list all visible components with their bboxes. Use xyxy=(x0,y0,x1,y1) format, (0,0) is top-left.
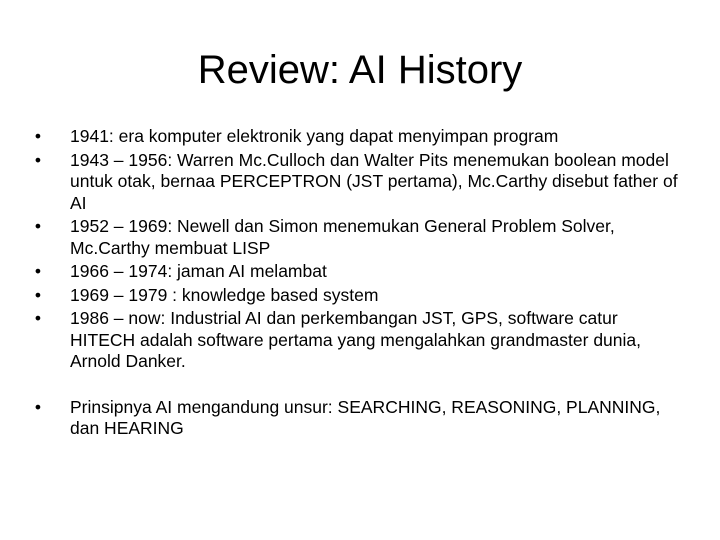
bullet-icon: • xyxy=(34,149,42,170)
bullet-icon: • xyxy=(34,284,42,305)
bullet-list xyxy=(28,126,678,442)
list-item xyxy=(28,285,678,307)
bullet-icon: • xyxy=(34,126,42,146)
list-item xyxy=(28,308,678,373)
list-item xyxy=(28,216,678,259)
bullet-icon: • xyxy=(34,261,42,281)
bullet-icon: • xyxy=(34,308,42,328)
bullet-icon: • xyxy=(34,216,42,236)
bullet-text: Prinsipnya AI mengandung unsur: SEARCHING, REASONING, PLANNING, dan HEARING xyxy=(70,396,661,438)
bullet-icon: • xyxy=(34,396,42,417)
bullet-text: 1941: era komputer elektronik yang dapat menyimpan program xyxy=(70,126,559,146)
list-item xyxy=(28,150,678,215)
slide-title: Review: AI History xyxy=(197,48,523,92)
list-item xyxy=(28,126,678,148)
list-item xyxy=(28,261,678,283)
bullet-text: 1966 – 1974: jaman AI melambat xyxy=(70,261,327,281)
list-item xyxy=(28,397,678,440)
bullet-text: 1952 – 1969: Newell dan Simon menemukan General Problem Solver, Mc.Carthy membuat LISP xyxy=(70,216,615,258)
bullet-text: 1969 – 1979 : knowledge based system xyxy=(70,284,379,305)
bullet-text: 1943 – 1956: Warren Mc.Culloch dan Walter Pits menemukan boolean model untuk otak, bernaa PERCEPTRON (JST pertama), Mc.Carthy disebut father of AI xyxy=(70,149,678,213)
bullet-text: 1986 – now: Industrial AI dan perkembangan JST, GPS, software catur HITECH adalah software pertama yang mengalahkan grandmaster dunia, Arnold Danker. xyxy=(70,308,642,371)
